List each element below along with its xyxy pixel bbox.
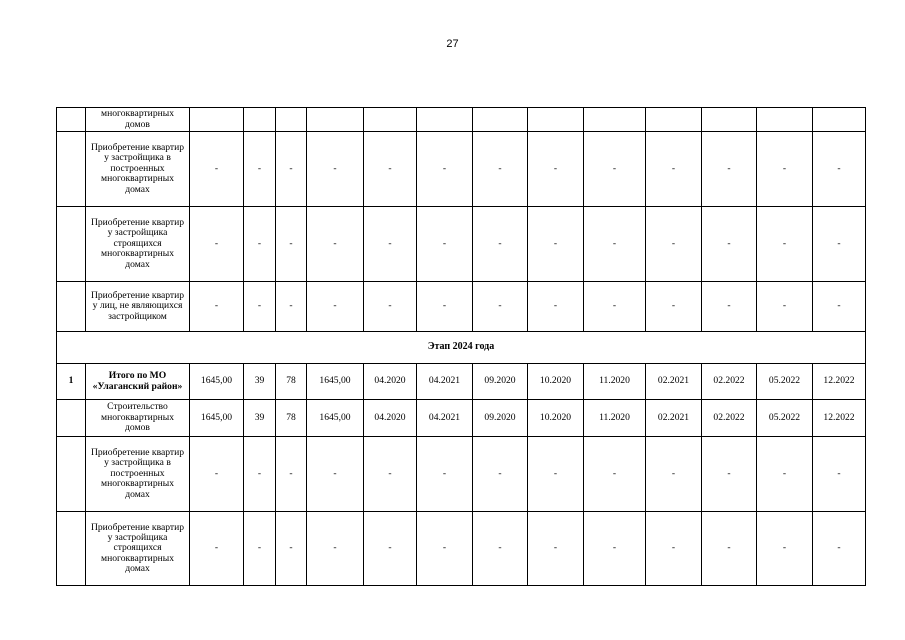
- table-row: [57, 108, 866, 132]
- value-cell: -: [417, 207, 473, 282]
- value-cell: -: [244, 437, 276, 512]
- table-row: [57, 437, 866, 512]
- value-cell: [244, 108, 276, 132]
- row-number-cell: [57, 207, 86, 282]
- value-cell: -: [276, 512, 307, 586]
- value-cell: 1645,00: [307, 364, 364, 400]
- page-number: 27: [446, 38, 459, 50]
- value-cell: -: [813, 282, 866, 332]
- value-cell: [276, 108, 307, 132]
- value-cell: -: [307, 282, 364, 332]
- value-cell: 11.2020: [584, 364, 646, 400]
- value-cell: 04.2020: [364, 364, 417, 400]
- value-cell: [702, 108, 757, 132]
- value-cell: 02.2021: [646, 400, 702, 437]
- value-cell: [473, 108, 528, 132]
- value-cell: -: [364, 282, 417, 332]
- row-name-cell: Итого по МО «Улаганский район»: [86, 364, 190, 400]
- stage-heading: Этап 2024 года: [57, 332, 866, 364]
- value-cell: 05.2022: [757, 364, 813, 400]
- value-cell: 39: [244, 364, 276, 400]
- table-row: [57, 207, 866, 282]
- value-cell: -: [244, 512, 276, 586]
- value-cell: -: [702, 512, 757, 586]
- value-cell: 78: [276, 364, 307, 400]
- value-cell: -: [757, 132, 813, 207]
- housing-program-table: [56, 107, 866, 586]
- table-body: [57, 108, 866, 586]
- value-cell: 78: [276, 400, 307, 437]
- value-cell: 02.2021: [646, 364, 702, 400]
- value-cell: 11.2020: [584, 400, 646, 437]
- table-row: [57, 364, 866, 400]
- value-cell: -: [528, 437, 584, 512]
- value-cell: -: [757, 207, 813, 282]
- value-cell: -: [646, 282, 702, 332]
- value-cell: -: [813, 437, 866, 512]
- value-cell: 39: [244, 400, 276, 437]
- value-cell: -: [417, 282, 473, 332]
- row-number-cell: [57, 512, 86, 586]
- value-cell: -: [528, 282, 584, 332]
- value-cell: -: [757, 512, 813, 586]
- value-cell: -: [190, 437, 244, 512]
- value-cell: [364, 108, 417, 132]
- value-cell: -: [813, 207, 866, 282]
- value-cell: -: [417, 437, 473, 512]
- value-cell: -: [307, 512, 364, 586]
- table-row: [57, 512, 866, 586]
- row-number-cell: [57, 132, 86, 207]
- value-cell: -: [364, 512, 417, 586]
- value-cell: -: [473, 132, 528, 207]
- value-cell: -: [276, 437, 307, 512]
- row-name-cell: Строительство многоквартирных домов: [86, 400, 190, 437]
- value-cell: [646, 108, 702, 132]
- value-cell: -: [364, 437, 417, 512]
- table-row: [57, 132, 866, 207]
- row-name-cell: Приобретение квартир у лиц, не являющихся застройщиком: [86, 282, 190, 332]
- value-cell: -: [813, 512, 866, 586]
- value-cell: -: [646, 132, 702, 207]
- value-cell: [417, 108, 473, 132]
- value-cell: 10.2020: [528, 400, 584, 437]
- value-cell: [584, 108, 646, 132]
- value-cell: -: [702, 207, 757, 282]
- value-cell: -: [646, 207, 702, 282]
- value-cell: -: [528, 207, 584, 282]
- value-cell: 09.2020: [473, 364, 528, 400]
- value-cell: 02.2022: [702, 364, 757, 400]
- value-cell: 1645,00: [190, 400, 244, 437]
- value-cell: -: [757, 437, 813, 512]
- value-cell: 04.2020: [364, 400, 417, 437]
- value-cell: -: [757, 282, 813, 332]
- value-cell: -: [244, 282, 276, 332]
- row-name-cell: многоквартирных домов: [86, 108, 190, 132]
- value-cell: -: [276, 282, 307, 332]
- value-cell: -: [190, 512, 244, 586]
- value-cell: 09.2020: [473, 400, 528, 437]
- value-cell: -: [702, 437, 757, 512]
- value-cell: -: [364, 132, 417, 207]
- value-cell: -: [473, 437, 528, 512]
- row-number-cell: [57, 282, 86, 332]
- value-cell: -: [307, 207, 364, 282]
- value-cell: 04.2021: [417, 364, 473, 400]
- value-cell: 02.2022: [702, 400, 757, 437]
- row-number-cell: 1: [57, 364, 86, 400]
- value-cell: [528, 108, 584, 132]
- row-number-cell: [57, 437, 86, 512]
- value-cell: -: [307, 132, 364, 207]
- value-cell: 12.2022: [813, 400, 866, 437]
- value-cell: -: [702, 282, 757, 332]
- value-cell: 05.2022: [757, 400, 813, 437]
- value-cell: -: [584, 437, 646, 512]
- value-cell: -: [473, 282, 528, 332]
- value-cell: -: [584, 132, 646, 207]
- value-cell: -: [584, 207, 646, 282]
- value-cell: -: [702, 132, 757, 207]
- value-cell: -: [364, 207, 417, 282]
- row-name-cell: Приобретение квартир у застройщика строящихся многоквартирных домах: [86, 512, 190, 586]
- value-cell: -: [417, 512, 473, 586]
- value-cell: 12.2022: [813, 364, 866, 400]
- table-row: [57, 282, 866, 332]
- value-cell: -: [190, 207, 244, 282]
- value-cell: -: [276, 207, 307, 282]
- value-cell: -: [417, 132, 473, 207]
- value-cell: -: [528, 512, 584, 586]
- value-cell: 1645,00: [190, 364, 244, 400]
- value-cell: [307, 108, 364, 132]
- value-cell: -: [473, 207, 528, 282]
- value-cell: -: [473, 512, 528, 586]
- value-cell: -: [190, 282, 244, 332]
- value-cell: [813, 108, 866, 132]
- row-number-cell: [57, 108, 86, 132]
- row-name-cell: Приобретение квартир у застройщика строящихся многоквартирных домах: [86, 207, 190, 282]
- row-number-cell: [57, 400, 86, 437]
- row-name-cell: Приобретение квартир у застройщика в построенных многоквартирных домах: [86, 132, 190, 207]
- value-cell: 1645,00: [307, 400, 364, 437]
- value-cell: -: [813, 132, 866, 207]
- table-row: [57, 400, 866, 437]
- stage-row: [57, 332, 866, 364]
- value-cell: -: [307, 437, 364, 512]
- value-cell: 04.2021: [417, 400, 473, 437]
- value-cell: -: [646, 512, 702, 586]
- value-cell: -: [190, 132, 244, 207]
- value-cell: -: [276, 132, 307, 207]
- value-cell: [757, 108, 813, 132]
- value-cell: -: [244, 132, 276, 207]
- value-cell: [190, 108, 244, 132]
- value-cell: -: [244, 207, 276, 282]
- value-cell: -: [584, 512, 646, 586]
- value-cell: -: [646, 437, 702, 512]
- value-cell: -: [584, 282, 646, 332]
- value-cell: 10.2020: [528, 364, 584, 400]
- value-cell: -: [528, 132, 584, 207]
- row-name-cell: Приобретение квартир у застройщика в построенных многоквартирных домах: [86, 437, 190, 512]
